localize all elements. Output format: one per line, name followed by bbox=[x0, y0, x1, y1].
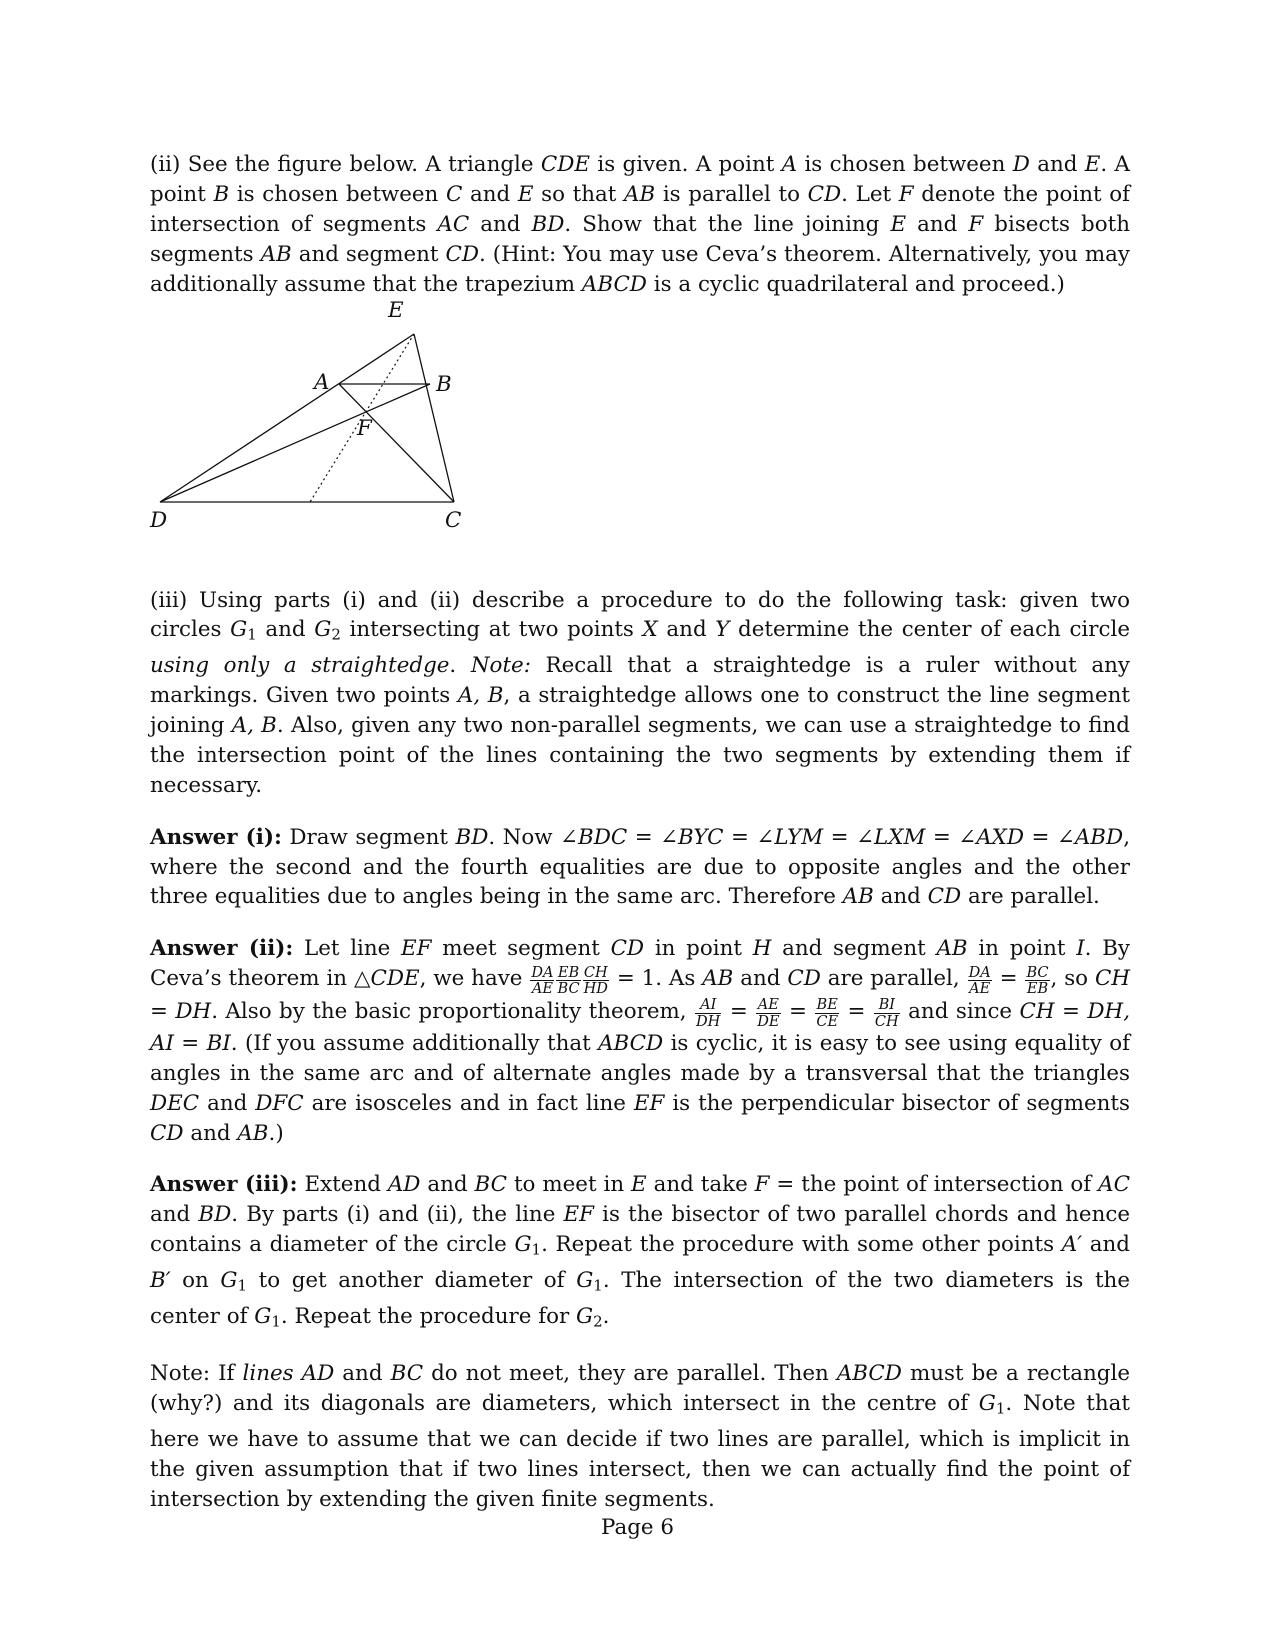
answer-ii-paragraph: Answer (ii): Let line EF meet segment CD in point H and segment AB in point I. By Ceva’s theorem in △CDE, we have $\frac{DA}{AE}$ $\frac{EB}{BC}$ $\frac{CH}{HD}$ = 1. As AB and CD are parallel, $\frac{DA}{AE}$ = $\frac{BC}{EB}$ , so CH = DH. Also by the basic proportionality theorem, $\frac{AI}{DH}$ = $\frac{AE}{DE}$ = $\frac{BE}{CE}$ = $\frac{BI}{CH}$ and since CH = DH, AI = BI. (If you assume additionally that ABCD is cyclic, it is easy to see using equality of angles in the same arc and of alternate angles made by a transversal that the triangles DEC and DFC are isosceles and in fact line EF is the perpendicular bisector of segments CD and AB.) bbox=[150, 936, 1131, 1146]
fraction: $\frac{BC}{EB}$ bbox=[1026, 963, 1049, 998]
label-a: A bbox=[314, 369, 330, 395]
segment-bd bbox=[160, 384, 430, 502]
answer-i-heading: Answer (i): bbox=[150, 824, 282, 850]
answer-ii-heading: Answer (ii): bbox=[150, 936, 294, 962]
answer-iii-heading: Answer (iii): bbox=[150, 1172, 298, 1198]
part-iii-paragraph: (iii) Using parts (i) and (ii) describe a procedure to do the following task: given two circles $G_1$ and $G_2$ intersecting at two points X and Y determine the center of each circle using only a straightedge. Note: Recall that a straightedge is a ruler without any markings. Given two points A, B, a straightedge allows one to construct the line segment joining A, B. Also, given any two non-parallel segments, we can use a straightedge to find the intersection point of the lines containing the two segments by extending them if necessary. bbox=[150, 587, 1130, 798]
triangle-diagram bbox=[150, 308, 1130, 568]
segment-ec bbox=[414, 334, 454, 502]
fraction: $\frac{AI}{DH}$ bbox=[696, 996, 721, 1030]
page-number: Page 6 bbox=[601, 1515, 674, 1540]
fraction: $\frac{AE}{DE}$ bbox=[757, 996, 780, 1030]
segment-de bbox=[160, 334, 414, 502]
label-c: C bbox=[445, 507, 462, 533]
label-f: F bbox=[357, 415, 372, 441]
part-ii-paragraph: (ii) See the figure below. A triangle CDE is given. A point A is chosen between D and E. A point B is chosen between C and E so that AB is parallel to CD. Let F denote the point of intersection of segments AC and BD. Show that the line joining E and F bisects both segments AB and segment CD. (Hint: You may use Ceva’s theorem. Alternatively, you may additionally assume that the trapezium ABCD is a cyclic quadrilateral and proceed.) bbox=[150, 152, 1131, 297]
fraction: $\frac{BE}{CE}$ bbox=[816, 996, 839, 1030]
fraction: $\frac{DA}{AE}$ bbox=[531, 963, 554, 998]
fraction: $\frac{DA}{AE}$ bbox=[968, 963, 991, 998]
fraction: $\frac{BI}{CH}$ bbox=[874, 996, 899, 1030]
triangle-figure bbox=[150, 297, 1130, 568]
label-b: B bbox=[436, 371, 452, 397]
label-e: E bbox=[388, 297, 404, 323]
page-content bbox=[150, 150, 1130, 1536]
answer-iii-paragraph: Answer (iii): Extend AD and BC to meet in E and take F = the point of intersection of AC and BD. By parts (i) and (ii), the line EF is the bisector of two parallel chords and hence contains a diameter of the circle $G_1$. Repeat the procedure with some other points A′ and B′ on $G_1$ to get another diameter of $G_1$. The intersection of the two diameters is the center of $G_1$. Repeat the procedure for $G_2$. bbox=[150, 1172, 1130, 1331]
label-d: D bbox=[150, 507, 168, 533]
note-paragraph: Note: If lines AD and BC do not meet, they are parallel. Then ABCD must be a rectangle (why?) and its diagonals are diameters, which intersect in the centre of $G_1$. Note that here we have to assume that we can decide if two lines are parallel, which is implicit in the given assumption that if two lines intersect, then we can actually find the point of intersection by extending the given finite segments. bbox=[150, 1361, 1130, 1512]
answer-i-paragraph: Answer (i): Draw segment BD. Now ∠BDC = ∠BYC = ∠LYM = ∠LXM = ∠AXD = ∠ABD, where the second and the fourth equalities are due to opposite angles and the other three equalities due to angles being in the same arc. Therefore AB and CD are parallel. bbox=[150, 824, 1130, 910]
fraction: $\frac{EB}{BC}$ bbox=[557, 963, 580, 998]
fraction: $\frac{CH}{HD}$ bbox=[583, 963, 608, 998]
